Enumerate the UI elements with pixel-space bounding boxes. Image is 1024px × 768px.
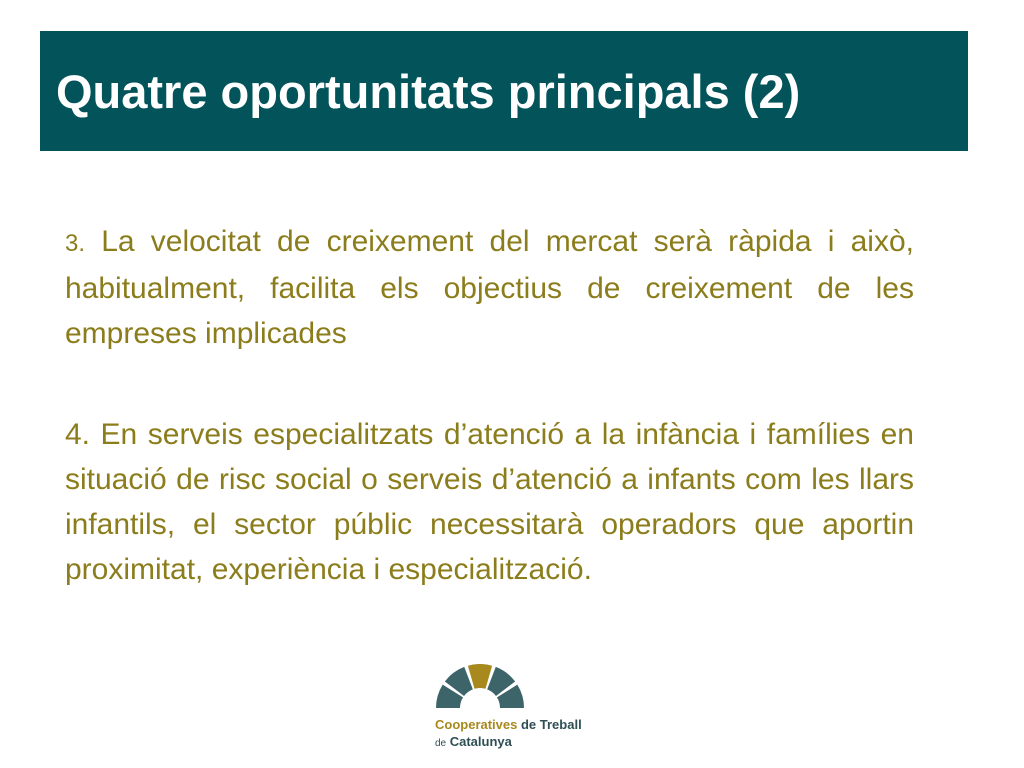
logo-arch-segment xyxy=(468,664,492,689)
point-3-text: La velocitat de creixement del mercat serà ràpida i això, habitualment, facilita els objectius de creixement de les empreses implicades xyxy=(65,225,914,350)
cooperatives-logo xyxy=(420,664,610,760)
logo-text xyxy=(435,716,582,752)
slide-title: Quatre oportunitats principals (2) xyxy=(56,64,801,118)
arch-segments-logo-icon xyxy=(432,664,528,708)
point-4-paragraph: 4. En serveis especialitzats d’atenció a la infància i famílies en situació de risc social o serveis d’atenció a infants com les llars infantils, el sector públic necessitarà operadors que aportin proximitat, experiència i especialització. xyxy=(65,418,914,586)
logo-word-de: de xyxy=(435,738,447,749)
logo-word-cooperatives: Cooperatives xyxy=(435,717,518,732)
logo-word-de-treball: de Treball xyxy=(517,717,582,732)
point-3-number: 3. xyxy=(65,230,86,257)
title-bar xyxy=(40,31,968,151)
logo-word-catalunya: Catalunya xyxy=(446,734,512,749)
point-3-paragraph xyxy=(65,219,914,356)
